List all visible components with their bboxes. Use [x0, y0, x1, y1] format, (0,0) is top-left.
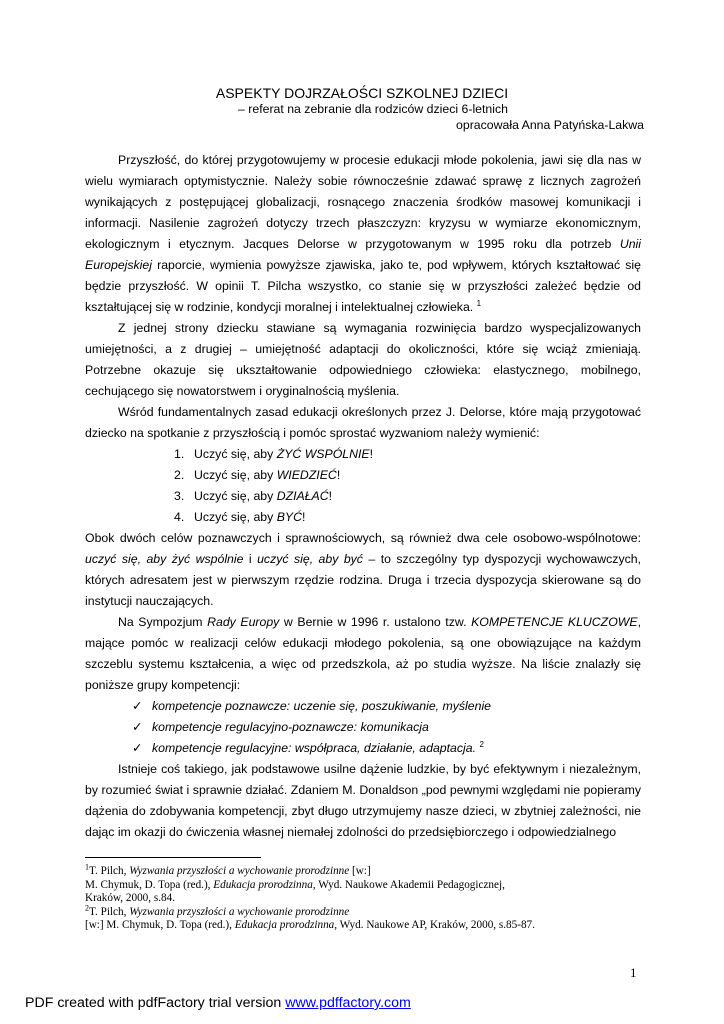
para1-text-b: Unii Europejskiej — [85, 237, 641, 272]
checklist-item — [132, 717, 641, 738]
list-item-pre: Uczyć się, aby — [194, 489, 277, 503]
pdf-watermark-banner — [25, 995, 411, 1011]
page-title: ASPEKTY DOJRZAŁOŚCI SZKOLNEJ DZIECI — [215, 85, 509, 101]
paragraph-2: Z jednej strony dziecku stawiane są wymagania rozwinięcia bardzo wyspecjalizowanych umiejętności, a z drugiej – umiejętność adaptacji do okoliczności, które się wciąż zmieniają. Potrzebne okazuje się ukształtowanie odpowiedniego człowieka: elastycznego, mobilnego, cechującego się nowatorstwem i oryginalnością myślenia. — [85, 321, 641, 398]
footnote-separator — [85, 857, 261, 858]
checklist-item-text — [152, 738, 484, 759]
footnote-ref-2[interactable]: 2 — [479, 739, 484, 749]
list-item-number: 2. — [174, 468, 185, 482]
footnote-title: Wyzwania przyszłości a wychowanie prorodzinne — [129, 865, 350, 877]
competence-list — [85, 696, 641, 759]
paragraph-5 — [85, 612, 641, 696]
footnote-text: T. Pilch, — [89, 865, 130, 877]
para5-text-e: , mające pomóc w realizacji celów edukacji młodego pokolenia, są one obowiązujące na każdym szczeblu systemu kształcenia, a więc od przedszkola, aż po studia wyższe. Na liście znalazły się poniższe grupy kompetencji: — [85, 615, 641, 692]
checklist-item-text-em: kompetencje regulacyjne: współpraca, działanie, adaptacja. — [152, 741, 477, 755]
paragraph-4 — [85, 528, 641, 612]
footnote-1-line-2 — [85, 879, 645, 893]
list-item-emphasis: BYĆ — [276, 510, 302, 524]
footnote-2-line-2 — [85, 919, 645, 933]
footnote-title: Edukacja prorodzinna — [213, 878, 313, 891]
footnote-title: Edukacja prorodzinna — [234, 919, 335, 932]
footnote-text: [w:] M. Chymuk, D. Topa (red.), — [85, 919, 235, 932]
footnote-1-line-3: Kraków, 2000, s.84. — [85, 892, 176, 905]
footnote-text: , Wyd. Naukowe AP, Kraków, 2000, s.85-87. — [334, 919, 535, 932]
list-item-pre: Uczyć się, aby — [194, 510, 277, 524]
list-item — [174, 444, 641, 465]
list-item-post: ! — [336, 468, 341, 482]
footnote-text: [w:] — [349, 865, 371, 877]
list-item-emphasis: ŻYĆ WSPÓLNIE — [276, 447, 370, 461]
para5-text-c: w Bernie w 1996 r. ustalono tzw. — [279, 615, 472, 629]
list-item-text — [194, 507, 305, 528]
page-number: 1 — [630, 965, 637, 980]
para4-text-a: Obok dwóch celów poznawczych i sprawnościowych, są również dwa cele osobowo-wspólnotowe: — [85, 531, 641, 545]
paragraph-1 — [85, 150, 641, 318]
para5-text-d: KOMPETENCJE KLUCZOWE — [471, 615, 638, 629]
list-item-text — [194, 465, 340, 486]
pdf-banner-text: PDF created with pdfFactory trial version — [25, 995, 286, 1011]
list-item-text — [194, 444, 373, 465]
footnotes — [85, 862, 645, 933]
page-subtitle: – referat na zebranie dla rodziców dzieci 6-letnich — [238, 102, 508, 116]
principles-list — [85, 444, 641, 528]
list-item-text — [194, 486, 332, 507]
para4-text-c: i — [243, 552, 258, 566]
list-item-emphasis: DZIAŁAĆ — [276, 489, 329, 503]
footnote-1-number: 1 — [85, 862, 89, 872]
checklist-item — [132, 696, 641, 717]
list-item-emphasis: WIEDZIEĆ — [276, 468, 337, 482]
list-item-post: ! — [369, 447, 374, 461]
list-item — [174, 486, 641, 507]
list-item-number: 4. — [174, 510, 185, 524]
checklist-item-text: kompetencje regulacyjno-poznawcze: komunikacja — [152, 720, 429, 734]
footnote-ref-1[interactable]: 1 — [476, 298, 482, 308]
author-line: opracowała Anna Patyńska-Lakwa — [456, 118, 644, 132]
footnote-title: Wyzwania przyszłości a wychowanie prorodzinne — [129, 905, 350, 918]
footnote-2-line-1 — [85, 903, 645, 920]
paragraph-3: Wśród fundamentalnych zasad edukacji określonych przez J. Delorse, które mają przygotować dziecko na spotkanie z przyszłością i pomóc sprostać wyzwaniom należy wymienić: — [85, 405, 641, 440]
para1-text-c: raporcie, wymienia powyższe zjawiska, jako te, pod wpływem, których kształtować się będzie przyszłość. W opinii T. Pilcha wszystko, co stanie się w przyszłości zależeć będzie od kształtującej się w rodzinie, kondycji moralnej i intelektualnej człowieka. — [85, 258, 641, 314]
para4-text-e: – to szczególny typ dyspozycji wychowawczych, których adresatem jest w pierwszym rzędzie rodzina. Druga i trzecia dyspozycja skierowane są do instytucji nauczających. — [85, 552, 641, 608]
list-item-number: 1. — [174, 447, 185, 461]
para4-text-d: uczyć się, aby być — [257, 552, 363, 566]
list-item-pre: Uczyć się, aby — [194, 468, 277, 482]
footnote-1-line-1 — [85, 862, 645, 879]
body-text — [85, 150, 641, 843]
para5-text-a: Na Sympozjum — [118, 615, 208, 629]
checklist-item — [132, 738, 641, 759]
list-item — [174, 465, 641, 486]
list-item-post: ! — [301, 510, 306, 524]
list-item — [174, 507, 641, 528]
para1-text-a: Przyszłość, do której przygotowujemy w procesie edukacji młode pokolenia, jawi się dla nas w wielu wymiarach optymistycznie. Należy sobie równocześnie zdawać sprawę z licznych zagrożeń wynikających z postępującej globalizacji, rosnącego znaczenia środków masowej komunikacji i informacji. Nasilenie zagrożeń dotyczy trzech płaszczyzn: kryzysu w wymiarze ekonomicznym, ekologicznym i etycznym. Jacques Delorse w przygotowanym w 1995 roku dla potrzeb — [85, 153, 641, 251]
list-item-number: 3. — [174, 489, 185, 503]
footnote-text: T. Pilch, — [89, 905, 130, 918]
footnote-text: , Wyd. Naukowe Akademii Pedagogicznej, — [312, 878, 505, 891]
para4-text-b: uczyć się, aby żyć wspólnie — [85, 552, 244, 566]
footnote-text: M. Chymuk, D. Topa (red.), — [85, 878, 214, 891]
pdffactory-link[interactable]: www.pdffactory.com — [285, 995, 411, 1011]
checkmark-icon: ✓ — [132, 699, 143, 713]
checkmark-icon: ✓ — [132, 720, 143, 734]
checklist-item-text: kompetencje poznawcze: uczenie się, poszukiwanie, myślenie — [152, 699, 492, 713]
para5-text-b: Rady Europy — [207, 615, 280, 629]
paragraph-6: Istnieje coś takiego, jak podstawowe usilne dążenie ludzkie, by być efektywnym i niezależnym, by rozumieć świat i sprawnie działać. Zdaniem M. Donaldson „pod pewnymi względami nie popieramy dążenia do zdobywania kompetencji, zbyt długo utrzymujemy nasze dzieci, w zbytniej zależności, nie dając im okazji do ćwiczenia własnej niemałej zdolności do przedsiębiorczego i odpowiedzialnego — [85, 762, 641, 839]
checkmark-icon: ✓ — [132, 741, 143, 755]
list-item-pre: Uczyć się, aby — [194, 447, 277, 461]
footnote-2-number: 2 — [85, 903, 89, 913]
list-item-post: ! — [328, 489, 333, 503]
